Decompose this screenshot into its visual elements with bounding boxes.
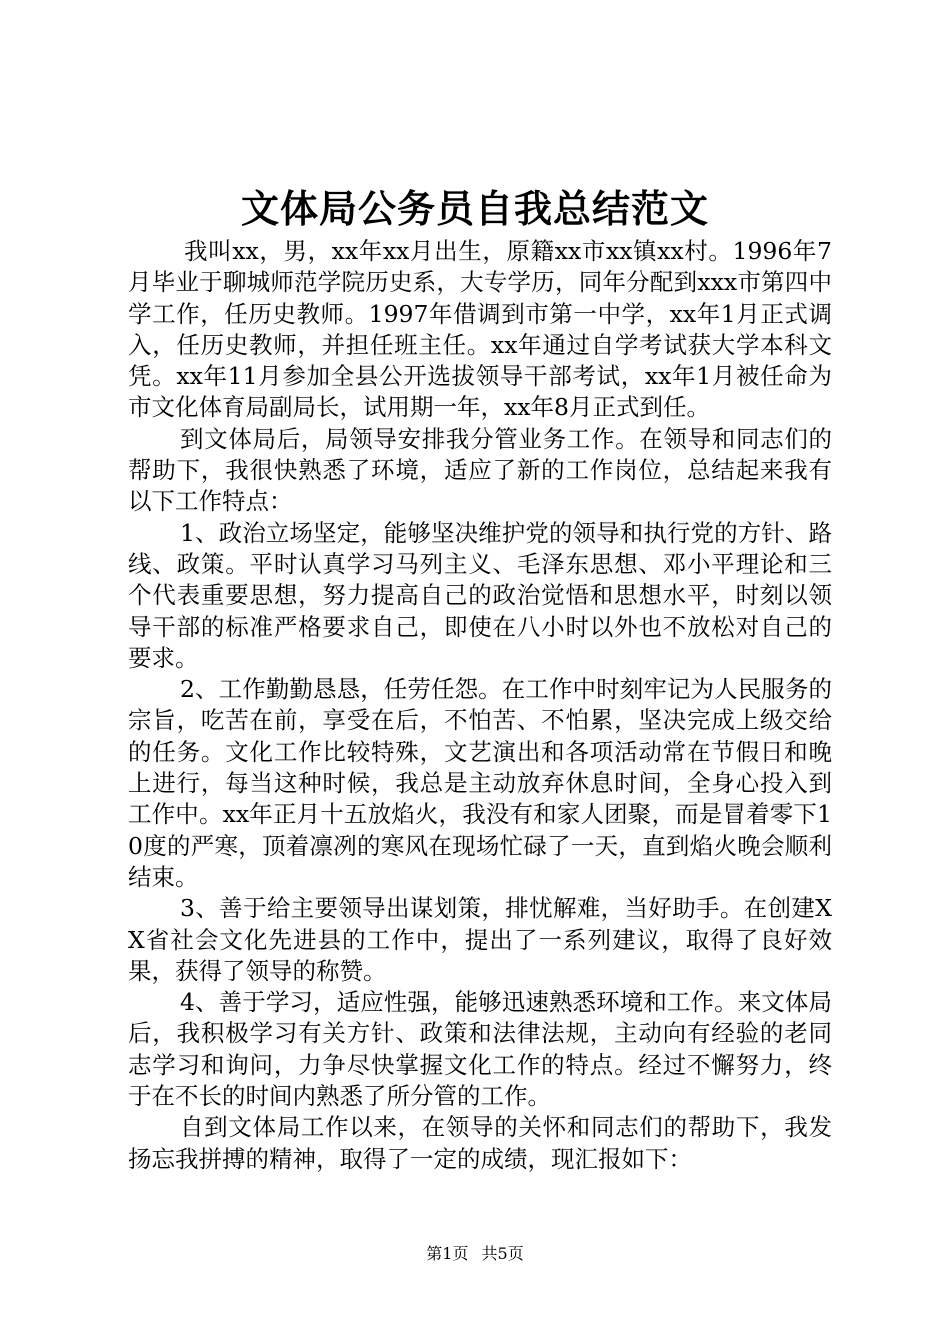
document-title: 文体局公务员自我总结范文 bbox=[240, 186, 709, 231]
paragraph-point-2: 2、工作勤勤恳恳，任劳任怨。在工作中时刻牢记为人民服务的宗旨，吃苦在前，享受在后，不怕苦、不怕累，坚决完成上级交给的任务。文化工作比较特殊，文艺演出和各项活动常在节假日和晚上进行，每当这种时候，我总是主动放弃休息时间，全身心投入到工作中。xx年正月十五放焰火，我没有和家人团聚，而是冒着零下10度的严寒，顶着凛冽的寒风在现场忙碌了一天，直到焰火晚会顺利结束。 bbox=[128, 675, 832, 891]
paragraph-point-4: 4、善于学习，适应性强，能够迅速熟悉环境和工作。来文体局后，我积极学习有关方针、政策和法律法规，主动向有经验的老同志学习和询问，力争尽快掌握文化工作的特点。经过不懈努力，终于在不长的时间内熟悉了所分管的工作。 bbox=[128, 988, 832, 1111]
paragraph-report-intro: 自到文体局工作以来，在领导的关怀和同志们的帮助下，我发扬忘我拼搏的精神，取得了一定的成绩，现汇报如下： bbox=[128, 1113, 832, 1173]
page-number: 第1页 bbox=[426, 1244, 469, 1263]
paragraph-work-overview: 到文体局后，局领导安排我分管业务工作。在领导和同志们的帮助下，我很快熟悉了环境，适应了新的工作岗位，总结起来我有以下工作特点： bbox=[128, 424, 832, 516]
paragraph-point-1: 1、政治立场坚定，能够坚决维护党的领导和执行党的方针、路线、政策。平时认真学习马列主义、毛泽东思想、邓小平理论和三个代表重要思想，努力提高自己的政治觉悟和思想水平，时刻以领导干部的标准严格要求自己，即使在八小时以外也不放松对自己的要求。 bbox=[128, 518, 832, 672]
paragraph-intro: 我叫xx，男，xx年xx月出生，原籍xx市xx镇xx村。1996年7月毕业于聊城师范学院历史系，大专学历，同年分配到xxx市第四中学工作，任历史教师。1997年借调到市第一中学，xx年1月正式调入，任历史教师，并担任班主任。xx年通过自学考试获大学本科文凭。xx年11月参加全县公开选拔领导干部考试，xx年1月被任命为市文化体育局副局长，试用期一年，xx年8月正式到任。 bbox=[128, 237, 832, 422]
paragraph-point-3: 3、善于给主要领导出谋划策，排忧解难，当好助手。在创建XX省社会文化先进县的工作中，提出了一系列建议，取得了良好效果，获得了领导的称赞。 bbox=[128, 894, 832, 985]
document-body bbox=[128, 236, 832, 1175]
page-total: 共5页 bbox=[481, 1244, 524, 1263]
page-footer bbox=[0, 1243, 950, 1265]
